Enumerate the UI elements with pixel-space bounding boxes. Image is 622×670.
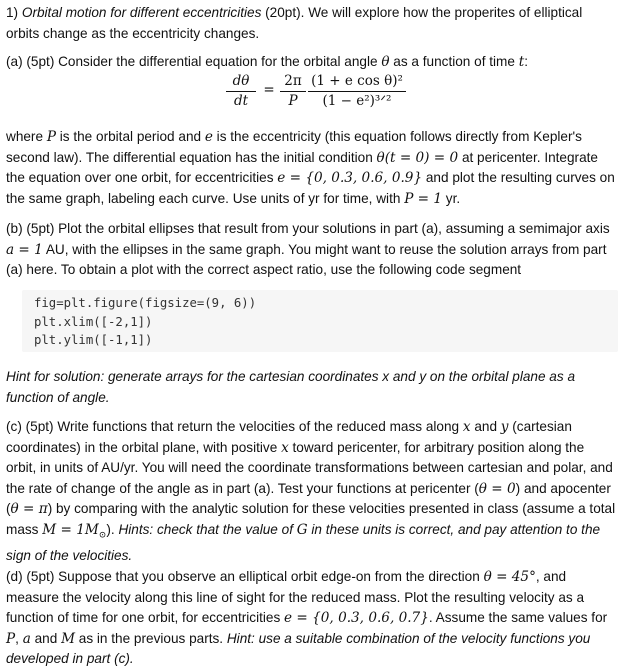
total-mass: M = 1 (42, 521, 85, 538)
var-P: P (6, 630, 16, 647)
solar-mass: M (84, 521, 99, 538)
part-a-intro (6, 52, 618, 73)
var-e: e (204, 129, 213, 145)
sun-symbol: ⊙ (98, 530, 107, 541)
text: (b) (5pt) Plot the orbital ellipses that result from your solutions in part (a), assuming a semimajor axis (6, 221, 610, 236)
part-a-label: (a) (5pt) Consider the differential equation for the orbital angle (6, 54, 382, 69)
hint-text: Hints: check that the value of (118, 521, 297, 537)
period-value: P = 1 (404, 190, 443, 207)
problem-title: Orbital motion for different eccentricities (21, 5, 262, 20)
part-a-body (6, 127, 618, 209)
var-t: t (518, 54, 525, 70)
orbital-equation (226, 72, 406, 116)
text: AU, with the ellipses in the same graph. You might want to reuse the solution arrays from part (a) here. To obtain a plot with the correct aspect ratio, use the following code segment (6, 241, 607, 277)
hint-text: in these units is correct, and pay attention to the sign of the velocities. (6, 521, 601, 563)
text: . Assume the same values for (428, 610, 608, 625)
eccentricity-set: e = {0, 0.3, 0.6, 0.7} (284, 610, 429, 626)
rhs1-numerator: 2π (284, 73, 302, 89)
part-c-body (6, 417, 618, 566)
part-a-mid: as a function of time (389, 54, 519, 69)
initial-condition: θ(t = 0) = 0 (376, 149, 459, 166)
var-M: M (61, 630, 75, 647)
part-b-body (6, 219, 618, 281)
part-a-colon: : (524, 54, 528, 69)
text: and (30, 630, 62, 646)
text: where (6, 129, 47, 144)
code-line: plt.xlim([-2,1]) (34, 314, 153, 329)
rhs2-fraction (308, 72, 406, 111)
text: yr. (442, 190, 461, 206)
text: as in the previous parts. (74, 630, 227, 646)
text: ). (106, 521, 119, 537)
lhs-denominator: dt (233, 93, 249, 109)
text: toward pericenter, for arbitrary position along the orbit, in units of AU/yr. You will need the coordinate transformations between cartesian and polar, and the rate of change of the angle as in part (a). Test your functions at pericenter ( (6, 439, 613, 496)
text: (cartesian coordinates) in the orbital plane, with positive (6, 419, 572, 455)
text: is the eccentricity (this equation follows directly from Kepler's second law). The differential equation has the initial condition (6, 129, 582, 165)
lhs-numerator: dθ (232, 73, 250, 89)
hint-paragraph: Hint for solution: generate arrays for the cartesian coordinates x and y on the orbital plane as a function of angle. (6, 369, 575, 405)
text: ) by comparing with the analytic solution for these velocities presented in class (assume a total mass (6, 501, 616, 537)
part-d-body (6, 567, 618, 670)
rhs1-fraction (280, 72, 306, 111)
text: and plot the resulting curves on the same graph, labeling each curve. Use units of yr for time, with (6, 170, 615, 206)
theta-45: θ = 45° (483, 569, 536, 585)
var-y: y (500, 419, 509, 435)
code-block (22, 290, 618, 352)
text: is the orbital period and (55, 129, 205, 144)
theta-zero: θ = 0 (478, 480, 516, 497)
var-x: x (281, 439, 289, 456)
text: (c) (5pt) Write functions that return the velocities of the reduced mass along (6, 419, 463, 434)
rhs2-denominator: (1 − e²)³ᐟ² (322, 93, 392, 109)
text: ) and apocenter ( (6, 480, 611, 516)
lhs-fraction (226, 72, 256, 111)
problem-points: (20pt) (261, 5, 301, 20)
rhs2-numerator: (1 + e cos θ)² (311, 73, 403, 89)
theta-pi: θ = π (10, 501, 48, 517)
code-line: plt.ylim([-1,1]) (34, 333, 153, 347)
equals-sign: = (263, 82, 275, 98)
problem-number: 1) (6, 5, 22, 20)
var-a: a (22, 630, 31, 647)
semimajor-axis: a = 1 (6, 241, 43, 258)
text: at pericenter. Integrate the equation over one orbit, for eccentricities (6, 149, 598, 185)
rhs1-denominator: P (288, 93, 298, 109)
var-G: G (296, 521, 308, 538)
text: , (15, 630, 23, 646)
text: , and measure the velocity along this line of sight for the reduced mass. Plot the resulting velocity as a function of time for one orbit, for eccentricities (6, 569, 585, 625)
problem-intro: . We will explore how the properites of elliptical orbits change as the eccentricity changes. (6, 5, 583, 41)
var-x: x (462, 419, 471, 435)
problem-heading (6, 3, 618, 44)
var-P: P (46, 129, 56, 145)
eccentricity-set: e = {0, 0.3, 0.6, 0.9} (277, 170, 423, 186)
code-line: fig=plt.figure(figsize=(9, 6)) (34, 296, 257, 310)
hint-text: Hint: use a suitable combination of the velocity functions you developed in part (c). (6, 630, 591, 666)
text: and (470, 419, 501, 434)
text: (d) (5pt) Suppose that you observe an elliptical orbit edge-on from the direction (6, 569, 484, 584)
var-theta: θ (381, 54, 390, 70)
